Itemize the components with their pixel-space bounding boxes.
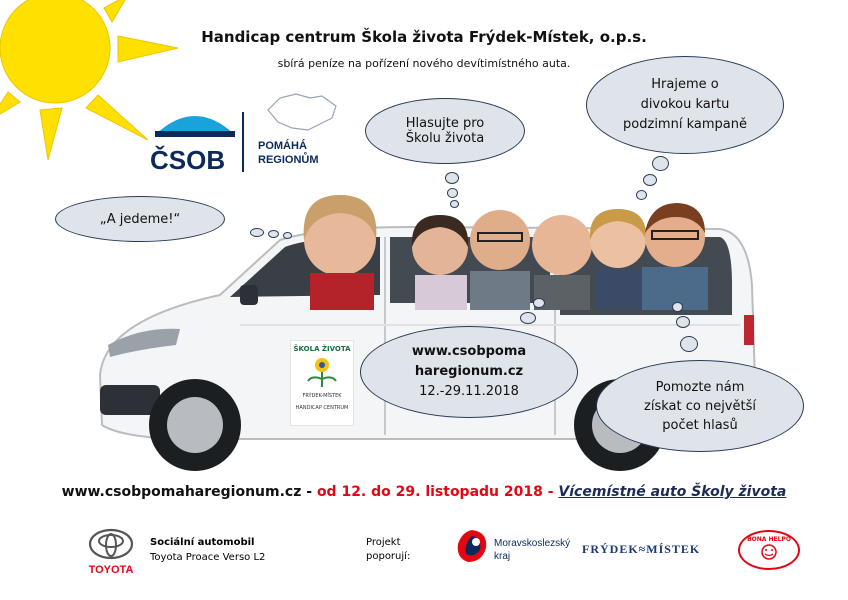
speech-cloud-website: [360, 326, 578, 418]
social-car-model: Toyota Proace Verso L2: [150, 552, 266, 563]
campaign-separator-1: -: [301, 484, 317, 500]
people-in-van-illustration: [300, 185, 730, 310]
thought-dot: [680, 336, 698, 352]
thought-dot: [533, 298, 545, 308]
thought-dot: [268, 230, 279, 238]
csob-tagline-1: POMÁHÁ: [258, 140, 307, 152]
speech-cloud-hlasujte: [365, 98, 525, 164]
speech-cloud-pomozte-line1: Pomozte nám: [655, 379, 745, 395]
czech-map-icon: [262, 88, 342, 138]
speech-cloud-jedeme-text: „A jedeme!“: [99, 211, 181, 227]
thought-dot: [520, 312, 536, 324]
csob-divider: [242, 112, 244, 172]
speech-cloud-hrajeme: [586, 56, 784, 154]
speech-cloud-hrajeme-line1: Hrajeme o: [651, 77, 719, 92]
speech-cloud-pomozte-line3: počet hlasů: [662, 417, 738, 433]
speech-cloud-website-line2: haregionum.cz: [414, 364, 524, 379]
page-subtitle: sbírá peníze na pořízení nového devítimístného auta.: [277, 57, 571, 70]
van-logo-label: HANDICAP CENTRUM: [295, 405, 349, 411]
thought-dot: [652, 156, 669, 171]
campaign-dates: od 12. do 29. listopadu 2018: [316, 484, 543, 500]
social-car-title: Sociální automobil: [150, 537, 255, 548]
msk-logo-text-1: Moravskoslezský: [494, 538, 571, 549]
csob-tagline-2: REGIONŮM: [258, 154, 319, 166]
thought-dot: [450, 200, 459, 208]
bona-helpo-logo: [738, 530, 800, 570]
thought-dot: [672, 302, 683, 312]
project-label-1: Projekt: [366, 537, 401, 548]
moravskoslezsky-kraj-logo-icon: [454, 528, 490, 564]
speech-cloud-website-line3: 12.-29.11.2018: [419, 384, 519, 399]
campaign-car-name: Vícemístné auto Školy života: [558, 484, 787, 500]
van-logo-top-text: ŠKOLA ŽIVOTA: [293, 345, 351, 353]
bona-helpo-logo-text: BONA HELPO: [747, 536, 791, 543]
thought-dot: [283, 232, 292, 239]
campaign-info-line: [0, 484, 848, 500]
project-label-2: poporují:: [366, 551, 411, 562]
speech-cloud-jedeme: [55, 196, 225, 242]
page-title: Handicap centrum Škola života Frýdek-Místek, o.p.s.: [201, 28, 647, 46]
skola-zivota-van-logo: [290, 340, 354, 426]
thought-dot: [250, 228, 264, 237]
campaign-separator-2: -: [542, 484, 559, 500]
toyota-logo-icon: [88, 528, 134, 560]
csob-logo-text: ČSOB: [150, 145, 226, 175]
thought-dot: [676, 316, 690, 328]
van-logo-city: FRÝDEK-MÍSTEK: [302, 393, 342, 399]
smiley-icon: [759, 543, 779, 561]
csob-wave-icon: [150, 105, 240, 145]
thought-dot: [447, 188, 458, 198]
speech-cloud-hrajeme-line2: divokou kartu: [640, 97, 730, 112]
thought-dot: [636, 190, 647, 200]
msk-logo-text-2: kraj: [494, 551, 511, 562]
frydek-mistek-logo: FRÝDEK≈MÍSTEK: [582, 542, 701, 556]
thought-dot: [445, 172, 459, 184]
speech-cloud-hlasujte-line1: Hlasujte pro: [405, 116, 485, 131]
speech-cloud-pomozte-line2: získat co největší: [644, 398, 756, 414]
campaign-website-link[interactable]: www.csobpomaharegionum.cz: [61, 484, 302, 500]
speech-cloud-website-line1: www.csobpoma: [411, 344, 527, 359]
speech-cloud-pomozte: [596, 360, 804, 452]
speech-cloud-hlasujte-line2: Školu života: [405, 131, 485, 146]
toyota-logo-text: TOYOTA: [88, 564, 134, 576]
csob-logo: [150, 105, 240, 175]
thought-dot: [643, 174, 657, 186]
speech-cloud-hrajeme-line3: podzimní kampaně: [623, 117, 747, 132]
flower-icon: [302, 353, 342, 389]
